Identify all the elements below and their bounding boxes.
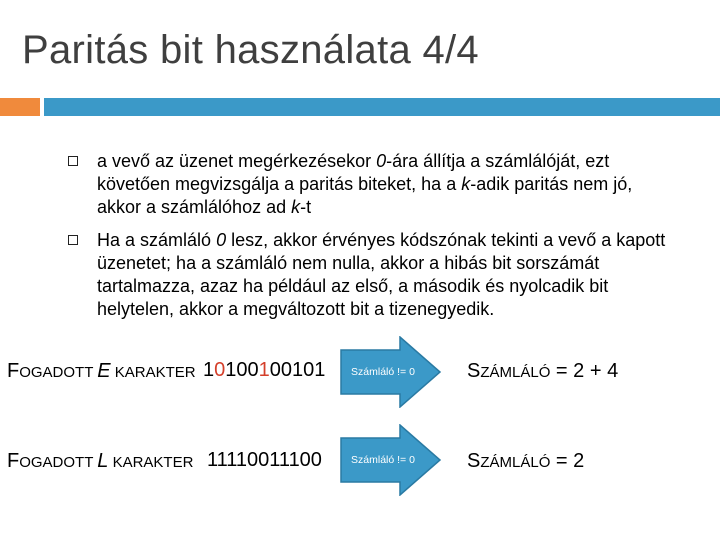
received-bits: 11110011100	[207, 449, 322, 471]
bullet-list	[68, 150, 668, 331]
arrow-label: Számláló != 0	[351, 453, 415, 466]
result-arrow	[340, 424, 442, 496]
square-bullet-icon	[68, 156, 78, 166]
counter-result: SZÁMLÁLÓ = 2 + 4	[467, 360, 619, 382]
counter-result: SZÁMLÁLÓ = 2	[467, 450, 585, 472]
received-bits: 10100100101	[203, 359, 326, 381]
square-bullet-icon	[68, 235, 78, 245]
result-arrow	[340, 336, 442, 408]
arrow-label: Számláló != 0	[351, 365, 415, 378]
bullet-item: a vevő az üzenet megérkezésekor 0-ára állítja a számlálóját, ezt követően megvizsgálja a paritás biteket, ha a k-adik paritás nem jó, akkor a számlálóhoz ad k-t	[68, 150, 668, 219]
bullet-item: Ha a számláló 0 lesz, akkor érvényes kódszónak tekinti a vevő a kapott üzenetet; ha a számláló nem nulla, akkor a hibás bit sorszámát tartalmazza, azaz ha például az első, a második és nyolcadik bit helytelen, akkor a megváltozott bit a tizenegyedik.	[68, 229, 668, 321]
accent-bar-blue	[44, 98, 720, 116]
slide-title: Paritás bit használata 4/4	[22, 28, 479, 72]
accent-bar-orange	[0, 98, 40, 116]
received-char-label: FOGADOTT E KARAKTER	[7, 360, 196, 382]
received-char-label: FOGADOTT L KARAKTER	[7, 450, 194, 472]
